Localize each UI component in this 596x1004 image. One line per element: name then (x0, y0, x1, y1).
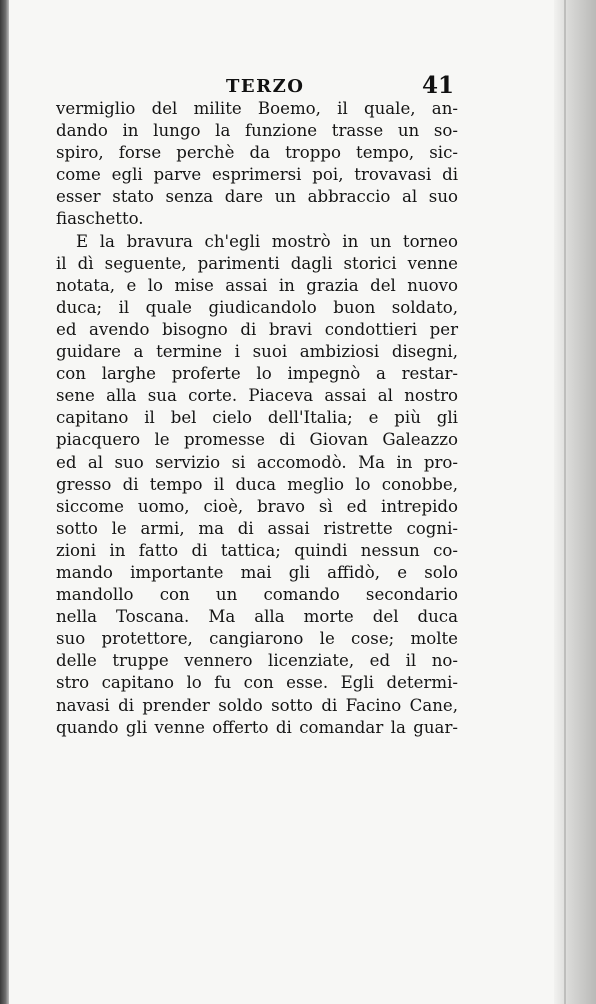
text-line: guidare a termine i suoi ambiziosi disegni, (56, 342, 458, 362)
page-number: 41 (422, 72, 455, 99)
text-line: vermiglio del milite Boemo, il quale, an- (56, 99, 458, 118)
text-line: mando importante mai gli affidò, e solo (56, 562, 458, 582)
text-line: gresso di tempo il duca meglio lo conobbe, (56, 474, 458, 494)
text-line: E la bravura ch'egli mostrò in un torneo (76, 231, 458, 251)
text-line: il dì seguente, parimenti dagli storici venne (56, 253, 458, 273)
text-line: stro capitano lo fu con esse. Egli determi- (56, 673, 458, 693)
text-line: siccome uomo, cioè, bravo sì ed intrepido (56, 496, 458, 516)
text-line: dando in lungo la funzione trasse un so- (56, 121, 458, 141)
text-line: nella Toscana. Ma alla morte del duca (56, 607, 458, 627)
text-line: sene alla sua corte. Piaceva assai al nostro (56, 386, 458, 406)
text-line: con larghe proferte lo impegnò a restar- (56, 364, 458, 384)
text-line: ed avendo bisogno di bravi condottieri per (56, 319, 458, 339)
body-text (56, 98, 458, 739)
text-line: mandollo con un comando secondario (56, 585, 458, 605)
text-line: ed al suo servizio si accomodò. Ma in pro- (56, 452, 458, 472)
text-line: come egli parve esprimersi poi, trovavasi di (56, 165, 458, 185)
running-head: TERZO (226, 76, 305, 97)
text-line: piacquero le promesse di Giovan Galeazzo (56, 430, 458, 450)
text-line: suo protettore, cangiarono le cose; molte (56, 629, 458, 649)
text-line: sotto le armi, ma di assai ristrette cogni- (56, 518, 458, 538)
text-line: navasi di prender soldo sotto di Facino Cane, (56, 695, 458, 715)
text-line: capitano il bel cielo dell'Italia; e più gli (56, 408, 458, 428)
text-line: quando gli venne offerto di comandar la guar- (56, 717, 458, 737)
scan-edge-left (0, 0, 9, 1004)
text-line: spiro, forse perchè da troppo tempo, sic- (56, 143, 458, 163)
text-line: duca; il quale giudicandolo buon soldato, (56, 297, 458, 317)
text-line: delle truppe vennero licenziate, ed il no- (56, 651, 458, 671)
text-line: notata, e lo mise assai in grazia del nuovo (56, 275, 458, 295)
text-line: fiaschetto. (56, 209, 144, 229)
text-line: zioni in fatto di tattica; quindi nessun co- (56, 540, 458, 560)
scan-edge-right (554, 0, 596, 1004)
text-line: esser stato senza dare un abbraccio al suo (56, 187, 458, 207)
